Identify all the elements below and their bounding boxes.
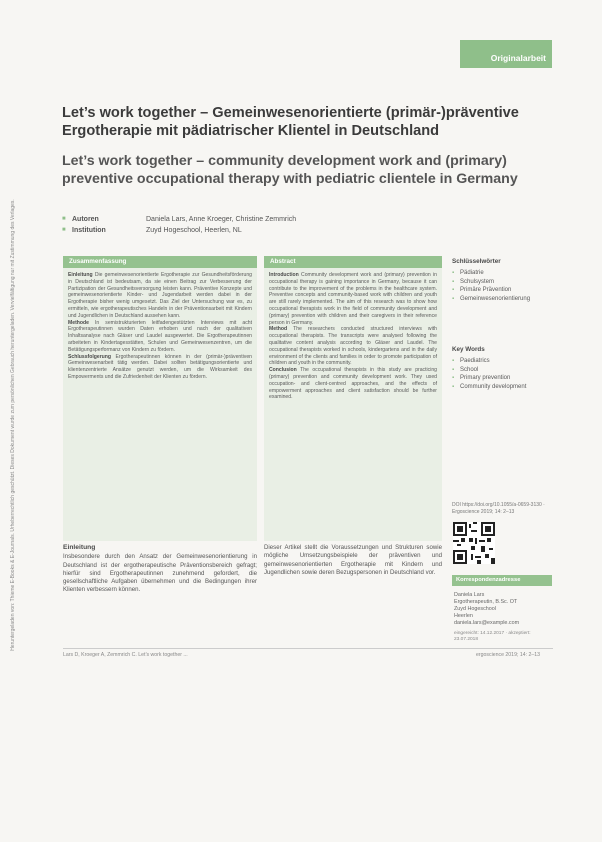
panel-paragraph [68, 354, 252, 381]
paragraph-text: The occupational therapists in this study are practicing (primary) prevention and community development work. They used occupation- and client-centred approaches, and the effects of empowerment approaches and client satisfaction should be further examined. [269, 367, 437, 401]
keyword-item: ▪ School [452, 366, 526, 375]
paragraph-lead: Einleitung [68, 272, 93, 278]
panel-paragraph [68, 272, 252, 320]
footer-citation: Lars D, Kroeger A, Zemmrich C. Let’s work together ... [63, 652, 188, 658]
panel-paragraph [269, 326, 437, 367]
panel-heading: Abstract [264, 256, 442, 268]
body-column-right [264, 544, 442, 577]
keyword-list [452, 269, 530, 303]
section-heading: Einleitung [63, 544, 96, 551]
keyword-item: ▪ Primary prevention [452, 374, 526, 383]
keyword-item: ▪ Community development [452, 383, 526, 392]
bullet-icon: ■ [62, 216, 66, 222]
meta-value: Zuyd Hogeschool, Heerlen, NL [146, 227, 242, 234]
summary-panel-german [63, 256, 257, 541]
paragraph-text: The researchers conducted structured interviews with occupational therapists. The transcripts were analysed following the qualitative content analysis according to Gläser and Laudel. The occupational therapists worked in schools, kindergartens and in the daily environment of the clients and families in order to promote participation of children and youth in the community. [269, 326, 437, 367]
submission-dates: eingereicht: 14.12.2017 · akzeptiert: 23.07.2018 [454, 631, 531, 642]
meta-row-authors [62, 214, 296, 225]
article-meta [62, 214, 296, 236]
doi-reference[interactable]: DOI https://doi.org/10.1055/a-0659-3130 · Ergoscience 2019; 14: 2–13 [452, 502, 545, 515]
keyword-item: ▪ Pädiatrie [452, 269, 530, 278]
panel-paragraph [269, 272, 437, 326]
panel-body [63, 268, 257, 385]
page-title-german: Let’s work together – Gemeinwesenorientierte (primär-)präventive Ergotherapie mit pädiatrischer Klientel in Deutschland [62, 105, 519, 139]
contact-line: Zuyd Hogeschool [454, 606, 496, 612]
meta-row-institution [62, 225, 296, 236]
page-title-english: Let’s work together – community development work and (primary) preventive occupational therapy with pediatric clientele in Germany [62, 153, 518, 187]
body-paragraph: Insbesondere durch den Ansatz der Gemeinwesenorientierung in Deutschland ist der ergotherapeutische Präventionsbereich gefragt; hierfür sind Ergotherapeutinnen zunehmend gefordert, die gesellschaftliche Aufgaben übernehmen und die Bedingungen ihrer Klienten verbessern können. [63, 553, 257, 594]
body-column-left [63, 544, 257, 595]
paragraph-text: Ergotherapeutinnen können in der (primär-)präventiven Gemeinwesenarbeit tätig werden. Dabei sollten betätigungsorientierte und klientenzentrierte Ansätze genutzt werden, um die Wirksamkeit des Empowerments und die Zufriedenheit der Klienten zu fördern. [68, 353, 252, 380]
paragraph-lead: Schlussfolgerung [68, 353, 112, 360]
paragraph-lead: Methode [68, 319, 89, 326]
contact-line: Heerlen [454, 613, 473, 619]
keyword-item: ▪ Paediatrics [452, 357, 526, 366]
side-copyright-note: Heruntergeladen von: Thieme E-Books & E-Journals. Urheberrechtlich geschützt. Dieses Dokument wurde zum persönlichen Gebrauch heruntergeladen. Vervielfältigung nur mit Zustimmung des Verlages. [10, 199, 16, 651]
contact-email[interactable]: daniela.lars@example.com [454, 620, 520, 626]
panel-paragraph [68, 320, 252, 354]
keywords-heading: Schlüsselwörter [452, 258, 501, 265]
paragraph-text: Community development work and (primary) prevention in occupational therapy is gaining importance in Germany, because it can contribute to the improvement of the problems in the healthcare system. Preventive concepts and community-based work with children and youth are still rarely implemented. The aim of this research was to show how occupational therapists work in the field of community development and (primary) prevention with children and their caregivers in their reference person in Germany. [269, 272, 438, 326]
panel-paragraph [269, 367, 437, 401]
bullet-icon: ■ [62, 227, 66, 233]
meta-value: Daniela Lars, Anne Kroeger, Christine Zemmrich [146, 216, 297, 223]
contact-line: Ergotherapeutin, B.Sc. OT [454, 599, 518, 605]
article-type-badge [460, 40, 552, 68]
panel-heading: Zusammenfassung [63, 256, 257, 268]
keyword-item: ▪ Gemeinwesenorientierung [452, 295, 530, 304]
keyword-item: ▪ Schulsystem [452, 278, 530, 287]
contact-line: Daniela Lars [454, 592, 485, 598]
contact-heading: Korrespondenzadresse [452, 575, 552, 586]
qr-code-icon[interactable] [453, 522, 495, 564]
panel-body [264, 268, 442, 405]
contact-address [454, 592, 552, 643]
paragraph-lead: Introduction [269, 272, 299, 278]
paragraph-text: Die gemeinwesenorientierte Ergotherapie zur Gesundheitsförderung in Deutschland ist bedeutsam, da sie einen Beitrag zur Verbesserung der Partizipation der Gesundheitsversorgung leisten kann. Präventive Konzepte und gemeinwesenorientierte Kinder- und Jugendarbeit werden dabei in der Ergotherapie bisher wenig umgesetzt. Das Ziel der Untersuchung war es, zu ermitteln, wie ergotherapeutisches Handeln in der Präventionsarbeit mit Kindern und Jugendlichen in Deutschland aussehen kann. [68, 272, 252, 319]
footer-journal: ergoscience 2019; 14: 2–13 [476, 652, 541, 658]
footer-divider [63, 648, 553, 649]
meta-label: Institution [72, 227, 106, 234]
meta-label: Autoren [72, 216, 99, 223]
badge-label: Originalarbeit [490, 53, 546, 63]
keywords-heading: Key Words [452, 346, 485, 353]
keyword-list [452, 357, 526, 391]
body-paragraph: Dieser Artikel stellt die Voraussetzungen und Strukturen sowie mögliche Umsetzungsbeispiele der präventiven und gemeinwesenorientierten Ergotherapie mit Kindern und Jugendlichen sowie deren Bezugspersonen in Deutschland vor. [264, 544, 442, 576]
paragraph-text: In semistrukturierten leitfadengestützten Interviews mit acht Ergotherapeutinnen wurden Daten erhoben und nach der qualitativen Inhaltsanalyse nach Gläser und Laudel ausgewertet. Die Ergotherapeutinnen arbeiteten in Kindertagesstätten, Schulen und Gemeinwesenzentren, um die Betätigungsperformanz von Kindern zu fördern. [68, 319, 252, 353]
keyword-item: ▪ Primäre Prävention [452, 286, 530, 295]
abstract-panel-english [264, 256, 442, 541]
keywords-english [452, 346, 526, 391]
paragraph-lead: Method [269, 326, 288, 333]
paragraph-lead: Conclusion [269, 367, 297, 374]
keywords-german [452, 258, 530, 303]
